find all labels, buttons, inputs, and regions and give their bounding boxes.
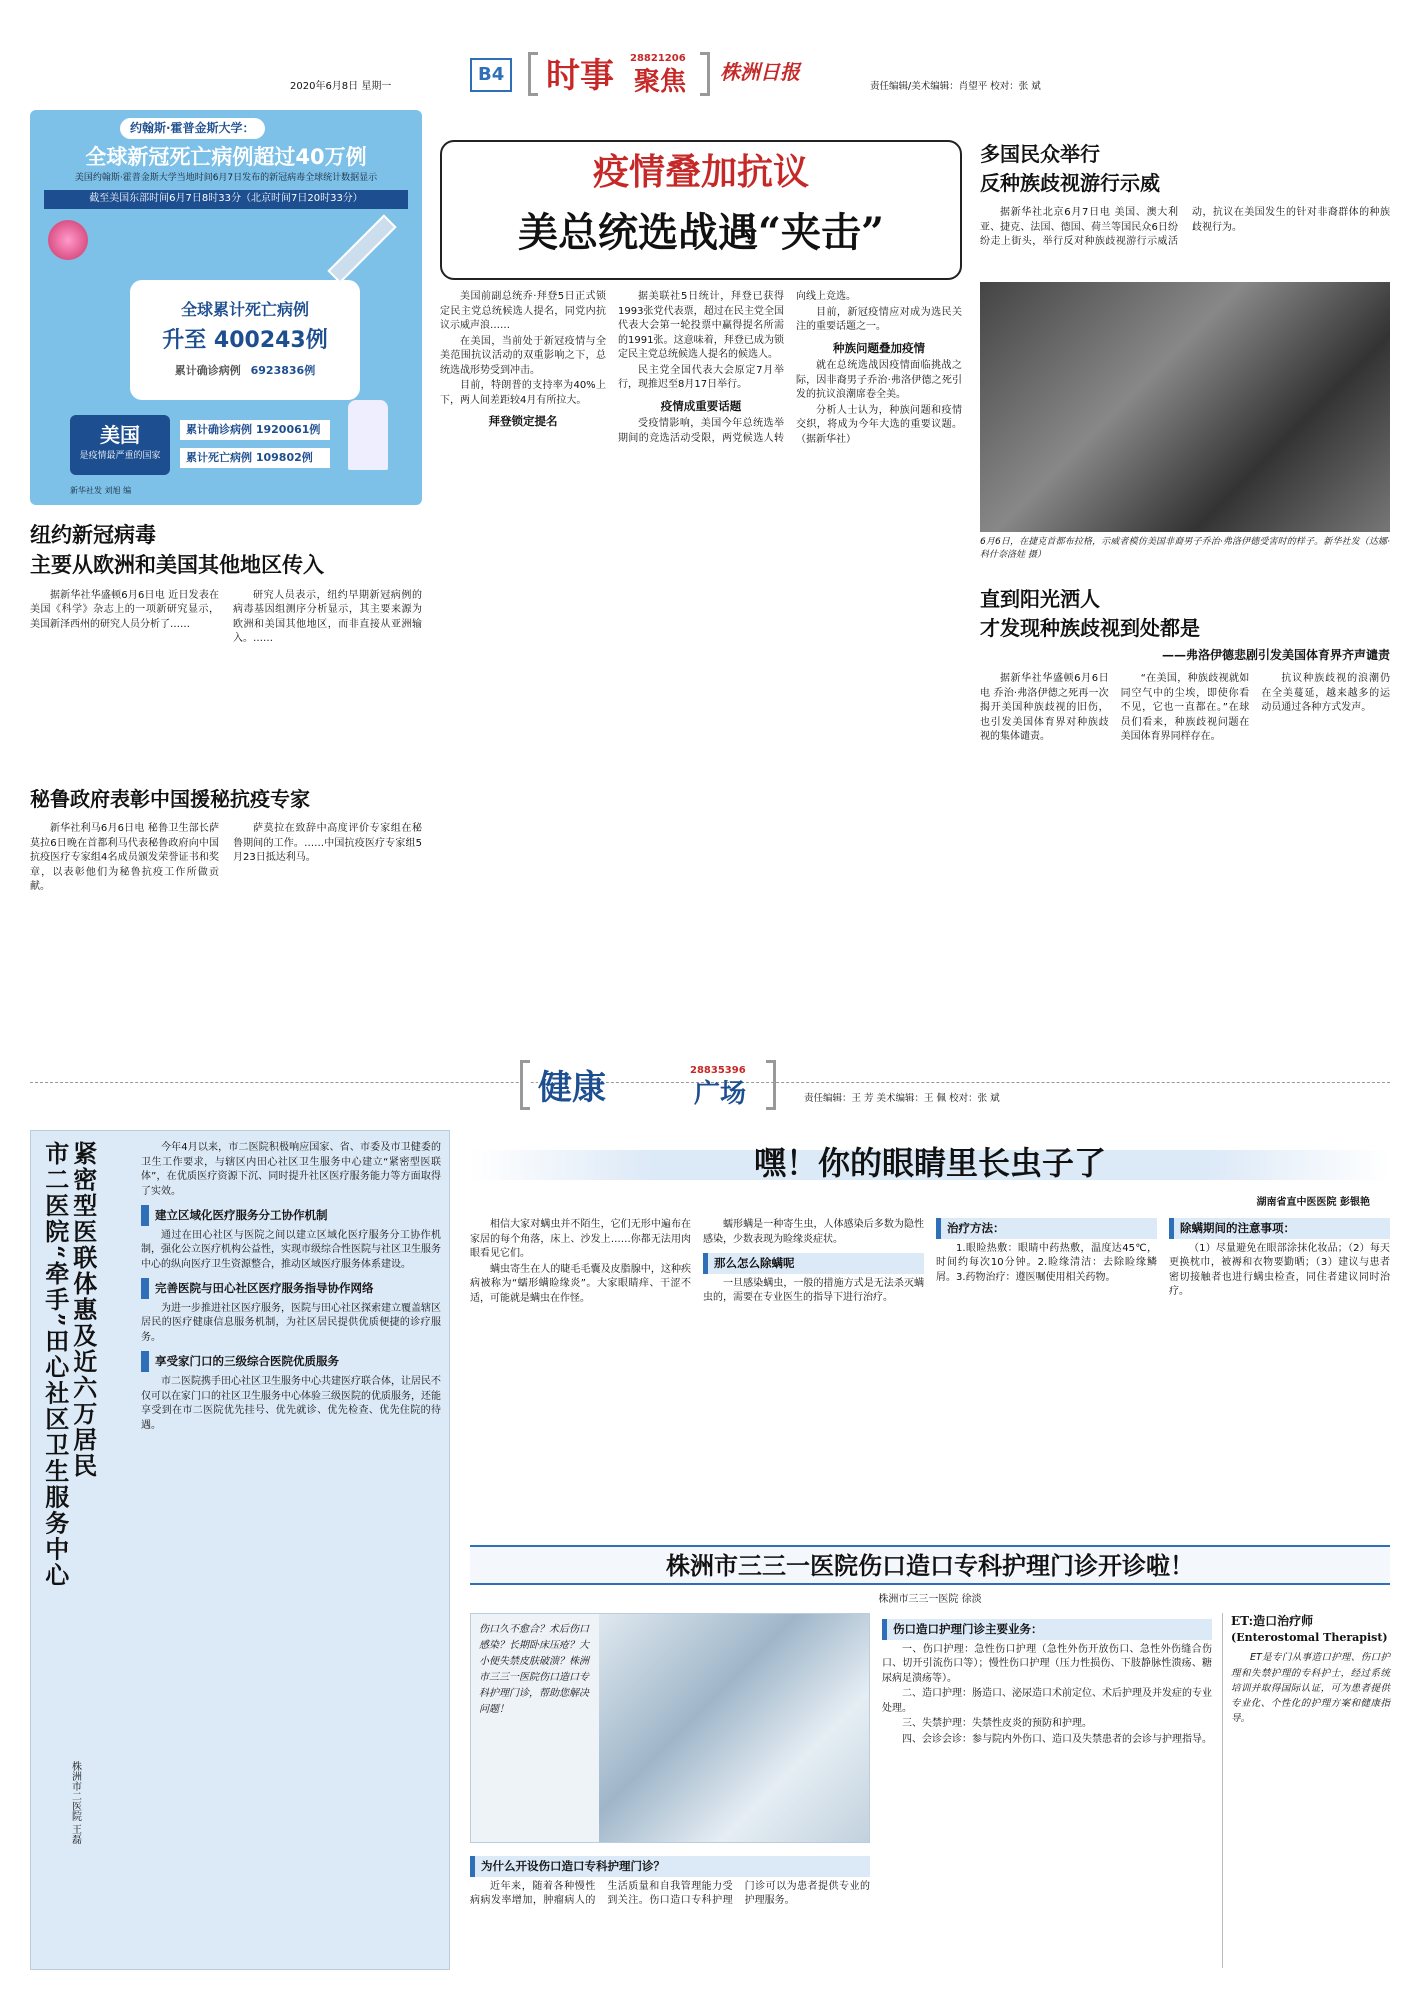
- health-section-title: 健康: [538, 1064, 606, 1113]
- eye-body: [470, 1218, 1390, 1528]
- us-death: 累计死亡病例 109802例: [180, 448, 330, 468]
- sports-para: 据新华社华盛顿6月6日电 乔治·弗洛伊德之死再一次揭开美国种族歧视的旧伤，也引发美国体育界对种族歧视的集体谴责。: [980, 673, 1109, 743]
- protest-body: [980, 206, 1390, 276]
- et-subtitle: (Enterostomal Therapist): [1231, 1631, 1388, 1645]
- medical-byline: 株洲市二医院 王磊: [69, 1761, 81, 1845]
- ostomy-para: 一、伤口护理：急性伤口护理（急性外伤开放伤口、急性外伤缝合伤口、切开引流伤口等）；慢性伤口护理（压力性损伤、下肢静脉性溃疡、糖尿病足溃疡等）。: [882, 1643, 1212, 1684]
- section-title-2: 聚焦: [634, 67, 687, 97]
- time-banner: 截至美国东部时间6月7日8时33分（北京时间7日20时33分）: [44, 190, 408, 209]
- medical-headline-sub: 市二医院“牵手”田心社区卫生服务中心: [40, 1141, 70, 1589]
- medical-section-head: 享受家门口的三级综合医院优质服务: [141, 1351, 441, 1372]
- health-header: [520, 1060, 1390, 1120]
- eye-para: 相信大家对螨虫并不陌生，它们无形中遍布在家居的每个角落，床上、沙发上……你都无法用肉眼看见它们。: [470, 1219, 691, 1259]
- peru-headline: 秘鲁政府表彰中国援秘抗疫专家: [30, 787, 310, 811]
- total-death-value: 升至 400243例: [162, 328, 328, 354]
- protest-headline-1: 多国民众举行: [980, 142, 1100, 166]
- microscope-icon: [348, 400, 388, 470]
- infographic-credit: 新华社发 刘旭 编: [70, 486, 132, 495]
- section-bracket-right: [700, 52, 710, 96]
- syringe-icon: [327, 214, 396, 283]
- health-section-title-2: 广场: [694, 1079, 747, 1109]
- peru-story: [30, 785, 422, 1045]
- medical-para: 通过在田心社区与医院之间以建立区域化医疗服务分工协作机制，强化公立医疗机构公益性，实现市级综合性医院与社区卫生服务中心的纵向医疗卫生资源整合，推动区域医疗服务体系建设。: [141, 1229, 441, 1270]
- ostomy-photo-caption: 伤口久不愈合？术后伤口感染？长期卧床压疮？大小便失禁皮肤破溃？株洲市三三一医院伤口造口专科护理门诊，帮助您解决问题！: [479, 1624, 589, 1715]
- hotline-number: 28821206: [630, 53, 686, 64]
- editors-line: 责任编辑/美术编辑：肖望平 校对：张 斌: [870, 81, 1041, 92]
- protest-story: [980, 140, 1390, 580]
- health-hotline: 28835396: [690, 1065, 746, 1076]
- election-body: [440, 290, 962, 1030]
- infographic-subtitle: 美国约翰斯·霍普金斯大学当地时间6月7日发布的新冠病毒全球统计数据显示: [74, 173, 378, 183]
- nyc-headline-1: 纽约新冠病毒: [30, 522, 156, 547]
- ostomy-para: 四、会诊会诊：参与院内外伤口、造口及失禁患者的会诊与护理指导。: [902, 1733, 1212, 1745]
- election-para: 在美国，当前处于新冠疫情与全美范围抗议活动的双重影响之下，总统选战形势受到冲击。: [440, 335, 606, 376]
- sports-body: [980, 672, 1390, 745]
- sports-headline-1: 直到阳光洒人: [980, 587, 1100, 611]
- eye-para: （1）尽量避免在眼部涂抹化妆品；（2）每天更换枕巾，被褥和衣物要勤晒；（3）建议与患者密切接触者也进行螨虫检查，同住者建议同时治疗。: [1169, 1242, 1390, 1298]
- medical-body: [141, 1141, 441, 1434]
- protest-caption: 6月6日，在捷克首都布拉格，示威者模仿美国非裔男子乔治·弗洛伊德受害时的样子。新华社发（达娜·科什奈洛娃 摄）: [980, 537, 1390, 561]
- total-death-card: [130, 280, 360, 400]
- health-bracket-left: [520, 1060, 530, 1110]
- eye-para: 1.眼睑热敷：眼睛中药热敷，温度达45℃，时间约每次10分钟。2.睑缘清洁：去除睑缘鳞屑。3.药物治疗：遵医嘱使用相关药物。: [936, 1242, 1157, 1283]
- sports-story: [980, 585, 1390, 1055]
- nyc-story: [30, 520, 422, 770]
- peru-para: 新华社利马6月6日电 秘鲁卫生部长萨莫拉6日晚在首都利马代表秘鲁政府向中国抗疫医疗专家组4名成员颁发荣誉证书和奖章，以表彰他们为秘鲁抗疫工作所做贡献。: [30, 823, 219, 892]
- sports-para: “在美国，种族歧视就如同空气中的尘埃，即使你看不见，它也一直都在。”在球员们看来，种族歧视问题在美国体育界同样存在。: [1120, 673, 1250, 743]
- eye-headline: 嘿！你的眼睛里长虫子了: [753, 1144, 1106, 1182]
- top-header: [30, 52, 1390, 102]
- medical-intro: 今年4月以来，市二医院积极响应国家、省、市委及市卫健委的卫生工作要求，与辖区内田心社区卫生服务中心建立“紧密型医联体”，在优质医疗资源下沉、同时提升社区医疗服务能力等方面取得了实效。: [141, 1142, 441, 1197]
- peru-para: 萨莫拉在致辞中高度评价专家组在秘鲁期间的工作。……中国抗疫医疗专家组5月23日抵达利马。: [233, 823, 422, 863]
- eye-mite-story: [470, 1140, 1390, 1530]
- death-infographic: [30, 110, 422, 505]
- election-para: 受疫情影响，美国今年总统选举期间的竞选活动受限，两党候选人转向线上竞选。: [618, 291, 856, 444]
- us-badge: [70, 415, 170, 475]
- confirmed-value: 6923836例: [250, 364, 316, 378]
- infographic-source: 约翰斯·霍普金斯大学：: [120, 118, 265, 139]
- medical-para: 为进一步推进社区医疗服务，医院与田心社区探索建立覆盖辖区居民的医疗健康信息服务机制，为社区居民提供优质便捷的诊疗服务。: [141, 1302, 441, 1343]
- ostomy-headline: 株洲市三三一医院伤口造口专科护理门诊开诊啦！: [666, 1551, 1194, 1580]
- ostomy-story: [470, 1545, 1390, 1970]
- medical-section-head: 建立区域化医疗服务分工协作机制: [141, 1205, 441, 1226]
- election-para: 就在总统选战因疫情面临挑战之际，因非裔男子乔治·弗洛伊德之死引发的抗议浪潮席卷全美。: [796, 360, 962, 401]
- medical-vertical-title: [37, 1141, 97, 1901]
- election-headline-frame: [440, 140, 962, 280]
- election-para: 目前，新冠疫情应对成为选民关注的重要话题之一。: [796, 306, 962, 332]
- election-para: 美国前副总统乔·拜登5日正式锁定民主党总统候选人提名，同党内抗议示威声浪……: [440, 291, 606, 331]
- eye-para: 一旦感染螨虫，一般的措施方式是无法杀灭螨虫的，需要在专业医生的指导下进行治疗。: [703, 1277, 924, 1304]
- ostomy-photo-box: [470, 1613, 870, 1843]
- newspaper-logo: 株洲日报: [720, 60, 800, 84]
- election-subhead: 拜登锁定提名: [488, 414, 558, 428]
- total-death-label: 全球累计死亡病例: [180, 300, 309, 319]
- confirmed-line: [130, 363, 360, 379]
- ostomy-para: 三、失禁护理：失禁性皮炎的预防和护理。: [902, 1718, 1092, 1730]
- election-subhead: 种族问题叠加疫情: [833, 340, 925, 355]
- date-line: 2020年6月8日 星期一: [290, 81, 392, 92]
- health-bracket-right: [766, 1060, 776, 1110]
- medical-alliance-story: [30, 1130, 450, 1970]
- ostomy-para: 近年来，随着各种慢性病病发率增加，肿瘤病人的生活质量和自我管理能力受到关注。伤口造口专科护理门诊可以为患者提供专业的护理服务。: [470, 1880, 870, 1907]
- protest-para: 据新华社北京6月7日电 美国、澳大利亚、捷克、法国、德国、荷兰等国民众6日纷纷走上街头，举行反对种族歧视游行示威活动，抗议在美国发生的针对非裔群体的种族歧视行为。: [980, 207, 1390, 247]
- election-para: 目前，特朗普的支持率为40%上下，两人间差距较4月有所拉大。: [440, 380, 606, 406]
- sports-para: 抗议种族歧视的浪潮仍在全美蔓延，越来越多的运动员通过各种方式发声。: [1261, 673, 1390, 714]
- ostomy-photo: [599, 1614, 869, 1842]
- eye-headline-frame: [470, 1140, 1390, 1190]
- ostomy-para: 二、造口护理：肠造口、泌尿造口术前定位、术后护理及并发症的专业处理。: [882, 1688, 1212, 1714]
- sports-headline-2: 才发现种族歧视到处都是: [980, 616, 1200, 640]
- nyc-body: [30, 589, 422, 647]
- election-para: 分析人士认为，种族问题和疫情交织，将成为今年大选的重要议题。（据新华社）: [796, 404, 962, 445]
- ostomy-why-head: 为什么开设伤口造口专科护理门诊？: [470, 1856, 870, 1877]
- et-body: ET是专门从事造口护理、伤口护理和失禁护理的专科护士，经过系统培训并取得国际认证，可为患者提供专业化、个性化的护理方案和健康指导。: [1231, 1652, 1390, 1725]
- et-sidebar: [1222, 1613, 1390, 1968]
- peru-body: [30, 822, 422, 895]
- medical-para: 市二医院携手田心社区卫生服务中心共建医疗联合体，让居民不仅可以在家门口的社区卫生服务中心体验三级医院的优质服务，还能享受到在市二医院优先挂号、优先就诊、优先检查、优先住院的待遇。: [141, 1376, 441, 1431]
- election-headline: 美总统选战遇“夹击”: [517, 209, 884, 257]
- ostomy-scope: [882, 1613, 1212, 1968]
- election-subhead: 疫情成重要话题: [660, 398, 742, 413]
- medical-headline-main: 紧密型医联体惠及近六万居民: [68, 1141, 98, 1479]
- election-story: [440, 140, 962, 1050]
- protest-headline-2: 反种族歧视游行示威: [980, 171, 1160, 195]
- eye-section-head: 那么怎么除螨呢: [703, 1253, 924, 1274]
- eye-section-head: 治疗方法：: [936, 1218, 1157, 1239]
- election-para: 民主党全国代表大会原定7月举行，现推迟至8月17日举行。: [618, 364, 784, 390]
- eye-para: 蠕形螨是一种寄生虫，人体感染后多数为隐性感染，少数表现为睑缘炎症状。: [703, 1219, 924, 1245]
- us-label: 美国: [100, 423, 140, 447]
- health-editors: 责任编辑：王 芳 美术编辑：王 佩 校对：张 斌: [800, 1092, 1004, 1106]
- page-number: B4: [470, 58, 512, 92]
- us-sub: 是疫情最严重的国家: [79, 451, 161, 461]
- sports-deck: ——弗洛伊德悲剧引发美国体育界齐声谴责: [1161, 648, 1390, 662]
- election-para: 据美联社5日统计，拜登已获得1993张党代表票，超过在民主党全国代表大会第一轮投票中赢得提名所需的1991张。这意味着，拜登已成为锁定民主党总统候选人提名的候选人。: [618, 291, 784, 360]
- protest-photo: [980, 282, 1390, 532]
- nyc-para: 研究人员表示，纽约早期新冠病例的病毒基因组测序分析显示，其主要来源为欧洲和美国其他地区，而非直接从亚洲输入。……: [233, 589, 422, 645]
- election-kicker: 疫情叠加抗议: [592, 151, 809, 193]
- ostomy-why: [470, 1850, 870, 1968]
- us-confirmed: 累计确诊病例 1920061例: [180, 420, 330, 440]
- ostomy-byline: 株洲市三三一医院 徐淡: [878, 1594, 982, 1605]
- nyc-headline-2: 主要从欧洲和美国其他地区传入: [30, 552, 324, 578]
- medical-section-head: 完善医院与田心社区医疗服务指导协作网络: [141, 1278, 441, 1299]
- eye-byline: 湖南省直中医医院 彭银艳: [1256, 1197, 1370, 1208]
- section-bracket-left: [528, 52, 538, 96]
- eye-para: 螨虫寄生在人的睫毛毛囊及皮脂腺中，这种疾病被称为“蠕形螨睑缘炎”。大家眼睛痒、干涩不适，可能就是螨虫在作怪。: [470, 1263, 691, 1304]
- ostomy-why-body: [470, 1880, 870, 1909]
- eye-section-head: 除螨期间的注意事项：: [1169, 1218, 1390, 1239]
- infographic-title: 全球新冠死亡病例超过40万例: [85, 145, 367, 169]
- ostomy-scope-head: 伤口造口护理门诊主要业务：: [882, 1619, 1212, 1640]
- confirmed-label: 累计确诊病例: [174, 364, 241, 378]
- section-title: 时事: [546, 56, 614, 96]
- et-title: ET:造口治疗师: [1231, 1614, 1314, 1628]
- virus-icon: [48, 220, 88, 260]
- nyc-para: 据新华社华盛顿6月6日电 近日发表在美国《科学》杂志上的一项新研究显示，美国新泽西州的研究人员分析了……: [30, 589, 219, 630]
